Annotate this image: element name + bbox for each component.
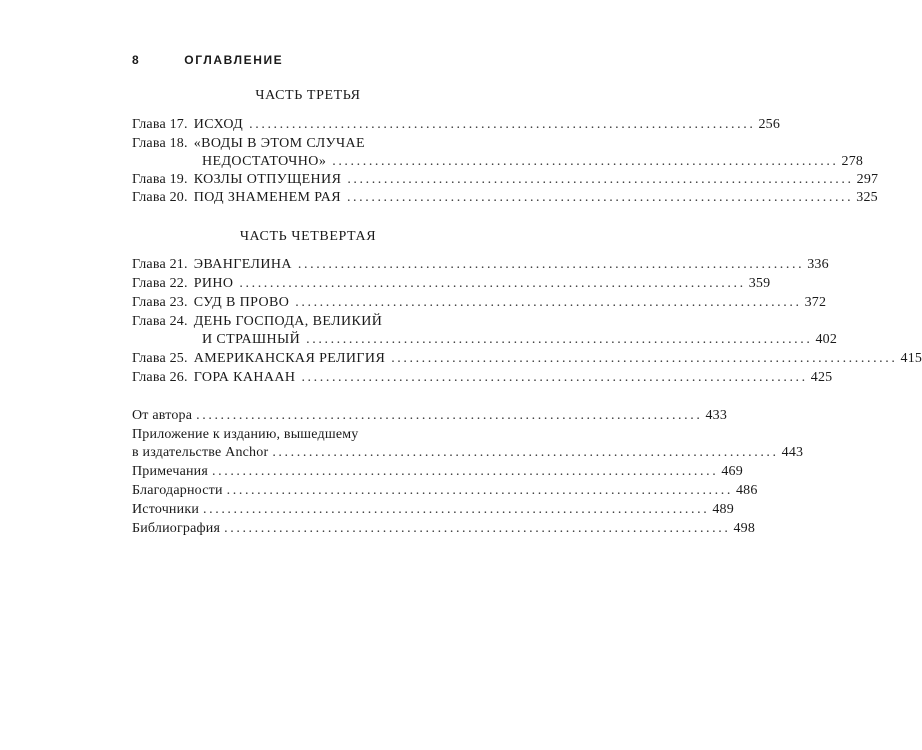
entry-title: Источники [132, 502, 200, 517]
chapter-title: ГОРА КАНААН [193, 370, 296, 385]
chapter-number: Глава 23. [132, 295, 188, 310]
chapter-number: Глава 18. [132, 136, 188, 151]
entry-title: Библиография [132, 521, 221, 536]
chapter-title-line-1: «ВОДЫ В ЭТОМ СЛУЧАЕ [193, 136, 365, 151]
chapter-number: Глава 19. [132, 172, 188, 187]
page-title: ОГЛАВЛЕНИЕ [184, 53, 284, 67]
dot-leader: ................................................................................... [203, 502, 710, 517]
toc-entry-sources[interactable] [132, 501, 734, 519]
chapter-number: Глава 26. [132, 370, 188, 385]
entry-title: От автора [132, 408, 193, 423]
chapter-title: КОЗЛЫ ОТПУЩЕНИЯ [193, 172, 342, 187]
chapter-number: Глава 20. [132, 190, 188, 205]
dot-leader: ................................................................................... [295, 295, 802, 310]
chapter-title: РИНО [193, 276, 234, 291]
chapter-page-number: 297 [856, 172, 879, 187]
chapter-title: ЭВАНГЕЛИНА [193, 257, 292, 272]
chapter-title: ИСХОД [193, 117, 244, 132]
chapter-page-number: 372 [804, 295, 827, 310]
dot-leader: ................................................................................... [347, 172, 854, 187]
part-three-title: ЧАСТЬ ТРЕТЬЯ [255, 88, 361, 103]
chapter-title: ПОД ЗНАМЕНЕМ РАЯ [193, 190, 341, 205]
entry-title: Примечания [132, 464, 209, 479]
dot-leader: ................................................................................... [226, 483, 733, 498]
chapter-page-number: 402 [815, 332, 838, 347]
toc-entry-chapter-20[interactable] [132, 189, 878, 207]
chapter-title: АМЕРИКАНСКАЯ РЕЛИГИЯ [193, 351, 386, 366]
part-four-title: ЧАСТЬ ЧЕТВЕРТАЯ [239, 229, 377, 244]
running-head [132, 52, 283, 68]
toc-entry-chapter-22[interactable] [132, 275, 771, 293]
dot-leader: ................................................................................... [249, 117, 756, 132]
dot-leader: ................................................................................... [391, 351, 898, 366]
toc-entry-anchor-appendix[interactable] [132, 426, 804, 462]
dot-leader: ................................................................................... [224, 521, 731, 536]
chapter-page-number: 359 [748, 276, 771, 291]
dot-leader: ................................................................................... [306, 332, 813, 347]
chapter-title-line-2: НЕДОСТАТОЧНО» [202, 154, 327, 169]
toc-entry-author-note[interactable] [132, 407, 728, 425]
entry-page-number: 498 [733, 521, 756, 536]
dot-leader: ................................................................................... [297, 257, 805, 272]
toc-entry-notes[interactable] [132, 463, 743, 481]
toc-entry-chapter-19[interactable] [132, 171, 879, 189]
toc-entry-chapter-21[interactable] [132, 256, 829, 274]
chapter-page-number: 325 [856, 190, 878, 205]
toc-entry-chapter-17[interactable] [132, 116, 781, 134]
chapter-page-number: 256 [758, 117, 781, 132]
toc-entry-acknowledgements[interactable] [132, 482, 758, 500]
dot-leader: ................................................................................... [272, 445, 779, 460]
chapter-number: Глава 25. [132, 351, 188, 366]
chapter-title-line-1: ДЕНЬ ГОСПОДА, ВЕЛИКИЙ [193, 314, 383, 329]
page-number: 8 [132, 53, 141, 67]
entry-page-number: 433 [705, 408, 728, 423]
chapter-title: СУД В ПРОВО [193, 295, 290, 310]
entry-page-number: 469 [721, 464, 743, 479]
dot-leader: ................................................................................... [239, 276, 746, 291]
toc-entry-chapter-24[interactable] [132, 313, 838, 349]
entry-page-number: 489 [712, 502, 734, 517]
toc-entry-chapter-26[interactable] [132, 369, 833, 387]
toc-entry-chapter-23[interactable] [132, 294, 827, 312]
entry-title-line-2: в издательстве Anchor [132, 445, 269, 460]
entry-page-number: 486 [735, 483, 758, 498]
chapter-page-number: 278 [841, 154, 864, 169]
entry-title-line-1: Приложение к изданию, вышедшему [132, 427, 359, 442]
chapter-page-number: 425 [810, 370, 833, 385]
dot-leader: ................................................................................... [332, 154, 839, 169]
chapter-title-line-2: И СТРАШНЫЙ [202, 332, 301, 347]
dot-leader: ................................................................................... [301, 370, 808, 385]
toc-entry-bibliography[interactable] [132, 520, 756, 538]
toc-entry-chapter-18[interactable] [132, 135, 864, 171]
chapter-number: Глава 17. [132, 117, 188, 132]
dot-leader: ................................................................................... [196, 408, 703, 423]
chapter-number: Глава 22. [132, 276, 188, 291]
toc-entry-chapter-25[interactable] [132, 350, 922, 368]
entry-page-number: 443 [781, 445, 804, 460]
chapter-number: Глава 21. [132, 257, 188, 272]
entry-title: Благодарности [132, 483, 223, 498]
dot-leader: ................................................................................... [346, 190, 854, 205]
chapter-page-number: 415 [900, 351, 922, 366]
chapter-page-number: 336 [807, 257, 829, 272]
dot-leader: ................................................................................... [212, 464, 719, 479]
chapter-number: Глава 24. [132, 314, 188, 329]
